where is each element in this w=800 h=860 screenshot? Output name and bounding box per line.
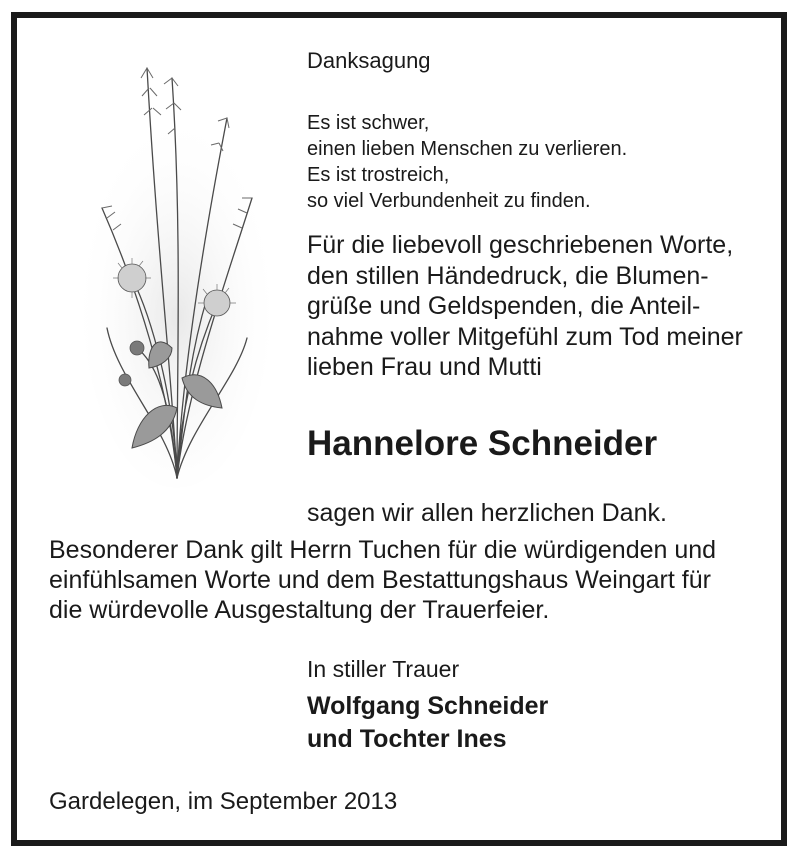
thanks-line: nahme voller Mitgefühl zum Tod meiner (307, 322, 743, 351)
place-date: Gardelegen, im September 2013 (49, 788, 398, 815)
special-line: einfühlsamen Worte und dem Bestattungshaus Weingart für (49, 566, 711, 594)
poem (307, 110, 767, 214)
poem-line: Es ist trostreich, (307, 164, 450, 186)
grass-bouquet-icon (77, 48, 277, 488)
thanks-paragraph (307, 230, 767, 383)
mourning-phrase: In stiller Trauer (307, 656, 460, 682)
thanks-line: grüße und Geldspenden, die Anteil- (307, 292, 701, 320)
thanks-line: lieben Frau und Mutti (307, 353, 542, 381)
poem-line: so viel Verbundenheit zu finden. (307, 190, 591, 212)
signers (307, 690, 767, 756)
deceased-name: Hannelore Schneider (307, 424, 658, 463)
poem-line: einen lieben Menschen zu verlieren. (307, 138, 628, 160)
special-thanks (49, 535, 749, 625)
heading: Danksagung (307, 48, 431, 73)
obituary-card (11, 12, 787, 846)
signer-name: Wolfgang Schneider (307, 692, 549, 720)
special-line: Besonderer Dank gilt Herrn Tuchen für die würdigenden und (49, 536, 717, 564)
thanks-line: den stillen Händedruck, die Blumen- (307, 261, 709, 290)
signer-name: und Tochter Ines (307, 725, 507, 753)
special-line: die würdevolle Ausgestaltung der Trauerfeier. (49, 596, 550, 624)
thanks-line: Für die liebevoll geschriebenen Worte, (307, 231, 734, 259)
poem-line: Es ist schwer, (307, 112, 430, 134)
dank-line: sagen wir allen herzlichen Dank. (307, 499, 667, 527)
